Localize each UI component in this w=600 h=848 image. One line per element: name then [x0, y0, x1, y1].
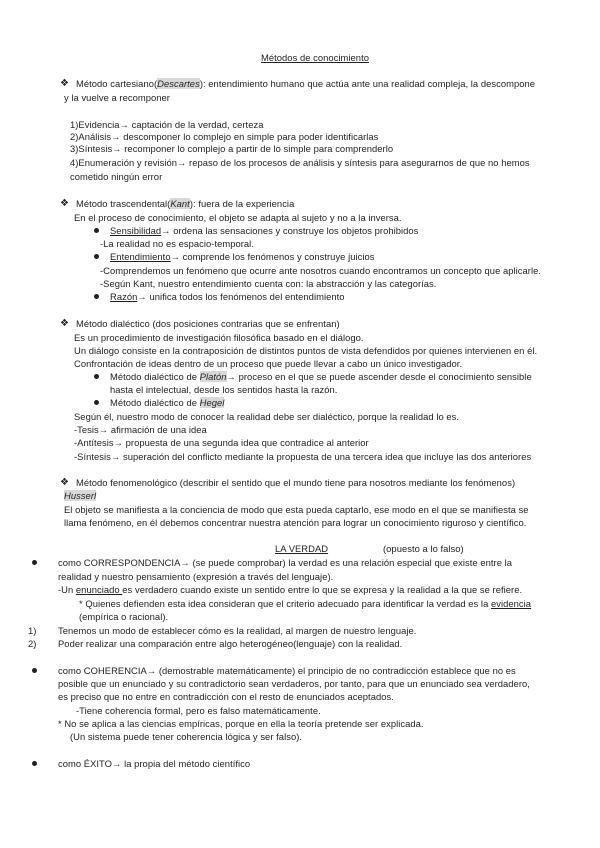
sensibilidad-term: Sensibilidad	[110, 225, 162, 236]
cartesiano-item: cometido ningún error	[70, 171, 163, 182]
cartesiano-intro	[76, 78, 535, 90]
trascendental-intro	[76, 198, 294, 210]
razon-term: Razón	[110, 291, 138, 302]
platon-line	[110, 371, 532, 383]
entendimiento-term: Entendimiento	[110, 251, 171, 262]
bullet-dot-icon	[94, 254, 99, 259]
cartesiano-intro-cont: y la vuelve a recomponer	[64, 92, 170, 103]
dialectico-line: -Tesis→ afirmación de una idea	[74, 424, 207, 435]
dialectico-line: -Antítesis→ propuesta de una segunda idea que contradice al anterior	[74, 437, 369, 448]
cartesiano-item: 2)Análisis→ descomponer lo complejo en simple para poder identificarlas	[70, 131, 379, 142]
dialectico-line: Un diálogo consiste en la contraposición de distintos puntos de vista defendidos por quienes intervienen en él.	[74, 345, 538, 356]
husserl-highlight: Husserl	[64, 490, 97, 501]
sensibilidad-sub: -La realidad no es espacio-temporal.	[100, 238, 254, 249]
platon-line-cont: hasta el intelectual, desde los sentidos hasta la razón.	[110, 384, 338, 395]
dialectico-line: Según él, nuestro modo de conocer la realidad debe ser dialéctico, porque la realidad lo es.	[74, 411, 460, 422]
hegel-highlight: Hegel	[199, 397, 225, 408]
platon-highlight: Platón	[199, 371, 227, 382]
text: → ordena las sensaciones y construye los objetos prohibidos	[161, 225, 419, 236]
numbered-marker: 2)	[28, 638, 37, 649]
hegel-line	[110, 397, 224, 409]
text: Método trascendental(	[76, 198, 171, 209]
verdad-title: LA VERDAD	[275, 543, 329, 554]
dialectico-intro: Método dialéctico (dos posiciones contrarias que se enfrentan)	[76, 318, 340, 329]
correspondencia-line: como CORRESPONDENCIA→ (se puede comprobar) la verdad es una relación especial que existe entre la	[58, 557, 513, 568]
text: ): fuera de la experiencia	[189, 198, 295, 209]
text: * Quienes defienden esta idea consideran que el criterio adecuado para identificar la verdad es la	[79, 598, 491, 609]
entendimiento-sub: -Según Kant, nuestro entendimiento cuenta con: la abstracción y las categorías.	[100, 278, 437, 289]
bullet-dot-icon	[32, 668, 37, 673]
coherencia-line: (Un sistema puede tener coherencia lógica y ser falso).	[70, 731, 303, 742]
text: es verdadero cuando existe un sentido entre lo que se expresa y la realidad a la que se refiere.	[122, 584, 523, 595]
text: Método cartesiano(	[76, 78, 158, 89]
text: ): entendimiento humano que actúa ante una realidad compleja, la descompone	[199, 78, 536, 89]
bullet-dot-icon	[32, 761, 37, 766]
text: Método dialéctico de	[110, 397, 200, 408]
numbered-line: Poder realizar una comparación entre algo heterogéneo(lenguaje) con la realidad.	[58, 638, 403, 649]
text: Método dialéctico de	[110, 371, 200, 382]
bullet-dot-icon	[94, 228, 99, 233]
coherencia-line: posible que un enunciado y su contradictorio sean verdaderos, por tanto, para que un enunciado sea verdadero,	[58, 678, 530, 689]
diamond-bullet-icon: ❖	[60, 78, 69, 89]
entendimiento-line	[110, 251, 375, 263]
dialectico-line: Confrontación de ideas dentro de un proceso que puede llevar a cabo un único investigador.	[74, 358, 463, 369]
bullet-dot-icon	[94, 294, 99, 299]
fenomenologico-intro: Método fenomenológico (describir el sentido que el mundo tiene para nosotros mediante los fenómenos)	[76, 477, 516, 488]
dialectico-line: Es un procedimiento de investigación filosófica basado en el diálogo.	[74, 332, 364, 343]
correspondencia-line	[79, 598, 531, 610]
verdad-subtitle: (opuesto a lo falso)	[383, 543, 464, 554]
fenomenologico-line: llama fenómeno, en él debemos concentrar nuestra atención para lograr un conocimiento riguroso y científico.	[64, 517, 527, 528]
correspondencia-line: realidad y nuestro pensamiento (expresión a través del lenguaje).	[58, 571, 334, 582]
cartesiano-item: 3)Síntesis→ recomponer lo complejo a partir de lo simple para comprenderlo	[70, 143, 394, 154]
bullet-dot-icon	[94, 374, 99, 379]
text: → comprende los fenómenos y construye juicios	[170, 251, 375, 262]
text: → proceso en el que se puede ascender desde el conocimiento sensible	[226, 371, 532, 382]
razon-line	[110, 291, 345, 303]
enunciado-term: enunciado	[75, 584, 123, 595]
coherencia-line: -Tiene coherencia formal, pero es falso matemáticamente.	[76, 705, 321, 716]
correspondencia-line: (empírica o racional).	[79, 611, 169, 622]
entendimiento-sub: -Comprendemos un fenómeno que ocurre ante nosotros cuando encontramos un concepto que aplicarle.	[100, 265, 542, 276]
exito-line: como ÉXITO→ la propia del método científico	[58, 758, 251, 769]
numbered-marker: 1)	[28, 625, 37, 636]
coherencia-line: como COHERENCIA→ (demostrable matemáticamente) el principio de no contradicción establece que no es	[58, 665, 516, 676]
page-title: Métodos de conocimiento	[261, 52, 369, 63]
diamond-bullet-icon: ❖	[60, 318, 69, 329]
diamond-bullet-icon: ❖	[60, 198, 69, 209]
fenomenologico-line: El objeto se manifiesta a la conciencia de modo que esta pueda captarlo, ese modo en el que se manifiesta se	[64, 504, 529, 515]
kant-highlight: Kant	[170, 198, 190, 209]
husserl-line	[64, 490, 96, 502]
sensibilidad-line	[110, 225, 418, 237]
diamond-bullet-icon: ❖	[60, 477, 69, 488]
evidencia-term: evidencia	[490, 598, 532, 609]
coherencia-line: es preciso que no entre en contradicción con el resto de enunciados aceptados.	[58, 691, 394, 702]
text: → unifica todos los fenómenos del entendimiento	[137, 291, 345, 302]
numbered-line: Tenemos un modo de establecer cómo es la realidad, al margen de nuestro lenguaje.	[58, 625, 417, 636]
bullet-dot-icon	[32, 560, 37, 565]
text: -Un	[58, 584, 76, 595]
trascendental-line: En el proceso de conocimiento, el objeto se adapta al sujeto y no a la inversa.	[74, 212, 402, 223]
dialectico-line: -Síntesis→ superación del conflicto mediante la propuesta de una tercera idea que incluye las dos anteriores	[74, 451, 532, 462]
descartes-highlight: Descartes	[157, 78, 200, 89]
correspondencia-line	[58, 584, 522, 596]
coherencia-line: * No se aplica a las ciencias empíricas, porque en ella la teoría pretende ser explicada.	[58, 718, 424, 729]
cartesiano-item: 4)Enumeración y revisión→ repaso de los procesos de análisis y síntesis para asegurarnos de que no hemos	[70, 157, 530, 168]
cartesiano-item: 1)Evidencia→ captación de la verdad, certeza	[70, 119, 264, 130]
bullet-dot-icon	[94, 400, 99, 405]
